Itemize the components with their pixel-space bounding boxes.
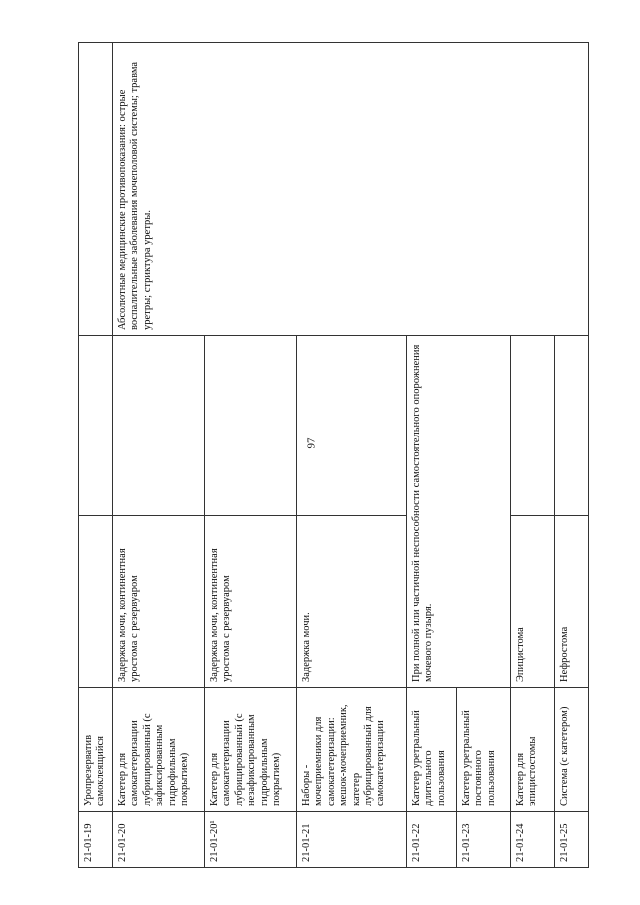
indication-cell: При полной или частичной неспособности самостоятельного опорожнения мочевого пузыря.	[407, 336, 511, 688]
code-cell: 21-01-19	[79, 812, 113, 868]
indication-cell: Эпицистома	[511, 516, 555, 688]
name-cell: Катетер уретральный постоянного пользования	[457, 688, 511, 812]
extra-cell	[79, 336, 113, 516]
name-cell: Катетер для эпицистостомы	[511, 688, 555, 812]
page-number: 97	[305, 437, 318, 449]
contra-cell	[79, 43, 113, 336]
table-row	[113, 43, 205, 868]
name-cell: Катетер уретральный длительного пользования	[407, 688, 457, 812]
code-cell: 21-01-25	[555, 812, 589, 868]
code-cell: 21-01-20	[113, 812, 205, 868]
medical-devices-table	[78, 42, 589, 868]
name-cell: Катетер для самокатетеризации лубрицированный (с зафиксированным гидрофильным покрытием)	[113, 688, 205, 812]
code-cell: 21-01-24	[511, 812, 555, 868]
extra-cell	[511, 336, 555, 516]
indication-cell: Задержка мочи.	[297, 516, 407, 688]
document-table-area	[78, 42, 588, 868]
code-cell: 21-01-21	[297, 812, 407, 868]
indication-cell: Нефростома	[555, 516, 589, 688]
indication-cell: Задержка мочи, континентная уростома с резервуаром	[205, 516, 297, 688]
code-cell: 21-01-22	[407, 812, 457, 868]
contra-cell: Абсолютные медицинские противопоказания: острые воспалительные заболевания мочеполовой системы; травма уретры; стриктура уретры.	[113, 43, 589, 336]
extra-cell	[555, 336, 589, 516]
name-cell: Катетер для самокатетеризации лубрицированный (с незафиксированным гидрофильным покрытием)	[205, 688, 297, 812]
extra-cell	[297, 336, 407, 516]
code-cell: 21-01-20¹	[205, 812, 297, 868]
code-cell: 21-01-23	[457, 812, 511, 868]
name-cell: Наборы - мочеприемники для самокатетеризации: мешок-мочеприемник, катетер лубрицированный для самокатетеризации	[297, 688, 407, 812]
name-cell: Система (с катетером)	[555, 688, 589, 812]
indication-cell	[79, 516, 113, 688]
indication-cell: Задержка мочи, континентная уростома с резервуаром	[113, 516, 205, 688]
name-cell: Уропрезерватив самоклеящийся	[79, 688, 113, 812]
extra-cell	[205, 336, 297, 516]
table-row	[79, 43, 113, 868]
extra-cell	[113, 336, 205, 516]
